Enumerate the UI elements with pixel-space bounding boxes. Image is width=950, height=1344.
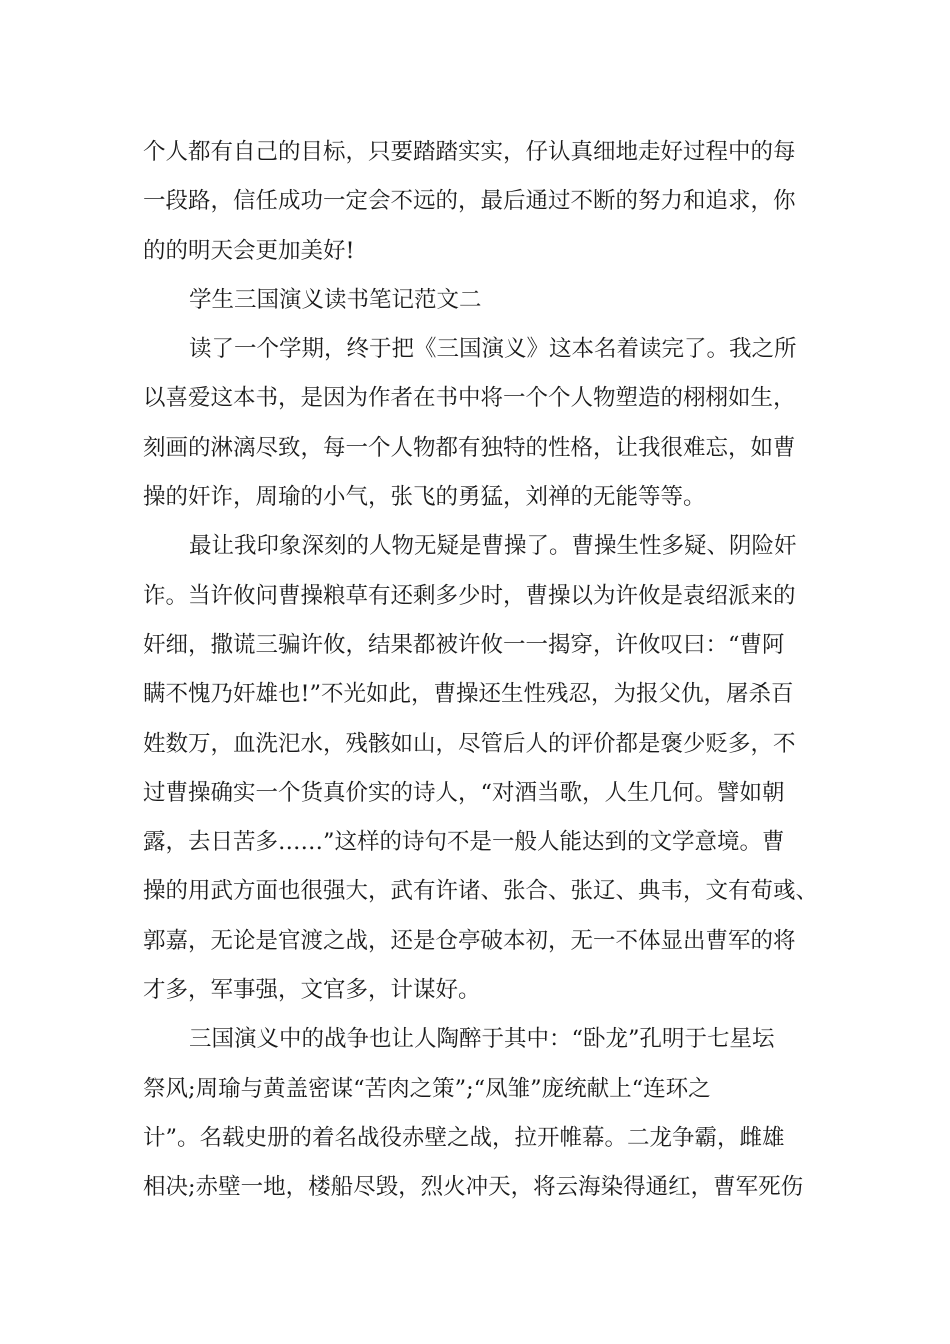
text-line: 以喜爱这本书，是因为作者在书中将一个个人物塑造的栩栩如生， (143, 385, 796, 412)
paragraph-first-line: 读了一个学期，终于把《三国演义》这本名着读完了。我之所 (189, 336, 797, 363)
text-line: 操的用武方面也很强大，武有许诸、张合、张辽、典韦，文有荀彧、 (143, 878, 819, 905)
text-line: 个人都有自己的目标，只要踏踏实实，仔认真细地走好过程中的每 (143, 139, 796, 165)
text-line: 的的明天会更加美好! (143, 237, 355, 264)
text-line: 过曹操确实一个货真价实的诗人，“对酒当歌，人生几何。譬如朝 (143, 779, 785, 806)
text-line: 才多，军事强，文官多，计谋好。 (143, 977, 481, 1004)
text-line: 露，去日苦多……”这样的诗句不是一般人能达到的文学意境。曹 (143, 829, 785, 856)
text-line: 瞒不愧乃奸雄也!”不光如此，曹操还生性残忍，为报父仇，屠杀百 (143, 681, 794, 708)
document-body (143, 128, 833, 1213)
text-line: 一段路，信任成功一定会不远的，最后通过不断的努力和追求，你 (143, 188, 796, 215)
text-line: 操的奸诈，周瑜的小气，张飞的勇猛，刘禅的无能等等。 (143, 484, 706, 511)
text-line: 计”。名载史册的着名战役赤壁之战，拉开帷幕。二龙争霸，雌雄 (143, 1124, 785, 1151)
text-line: 刻画的淋漓尽致，每一个人物都有独特的性格，让我很难忘，如曹 (143, 434, 796, 461)
text-line: 郭嘉，无论是官渡之战，还是仓亭破本初，无一不体显出曹军的将 (143, 927, 796, 954)
text-line: 祭风;周瑜与黄盖密谋“苦肉之策”;“凤雏”庞统献上“连环之 (143, 1075, 711, 1102)
text-line: 奸细，撒谎三骗许攸，结果都被许攸一一揭穿，许攸叹曰：“曹阿 (143, 631, 785, 658)
text-line: 相决;赤壁一地，楼船尽毁，烈火冲天，将云海染得通红，曹军死伤 (143, 1174, 804, 1201)
text-line: 诈。当许攸问曹操粮草有还剩多少时，曹操以为许攸是袁绍派来的 (143, 582, 796, 609)
paragraph-first-line: 最让我印象深刻的人物无疑是曹操了。曹操生性多疑、阴险奸 (189, 533, 797, 560)
text-line: 姓数万，血洗汜水，残骸如山，尽管后人的评价都是褒少贬多，不 (143, 730, 796, 757)
paragraph-first-line: 三国演义中的战争也让人陶醉于其中：“卧龙”孔明于七星坛 (189, 1026, 775, 1053)
paragraph-first-line: 学生三国演义读书笔记范文二 (189, 286, 482, 313)
